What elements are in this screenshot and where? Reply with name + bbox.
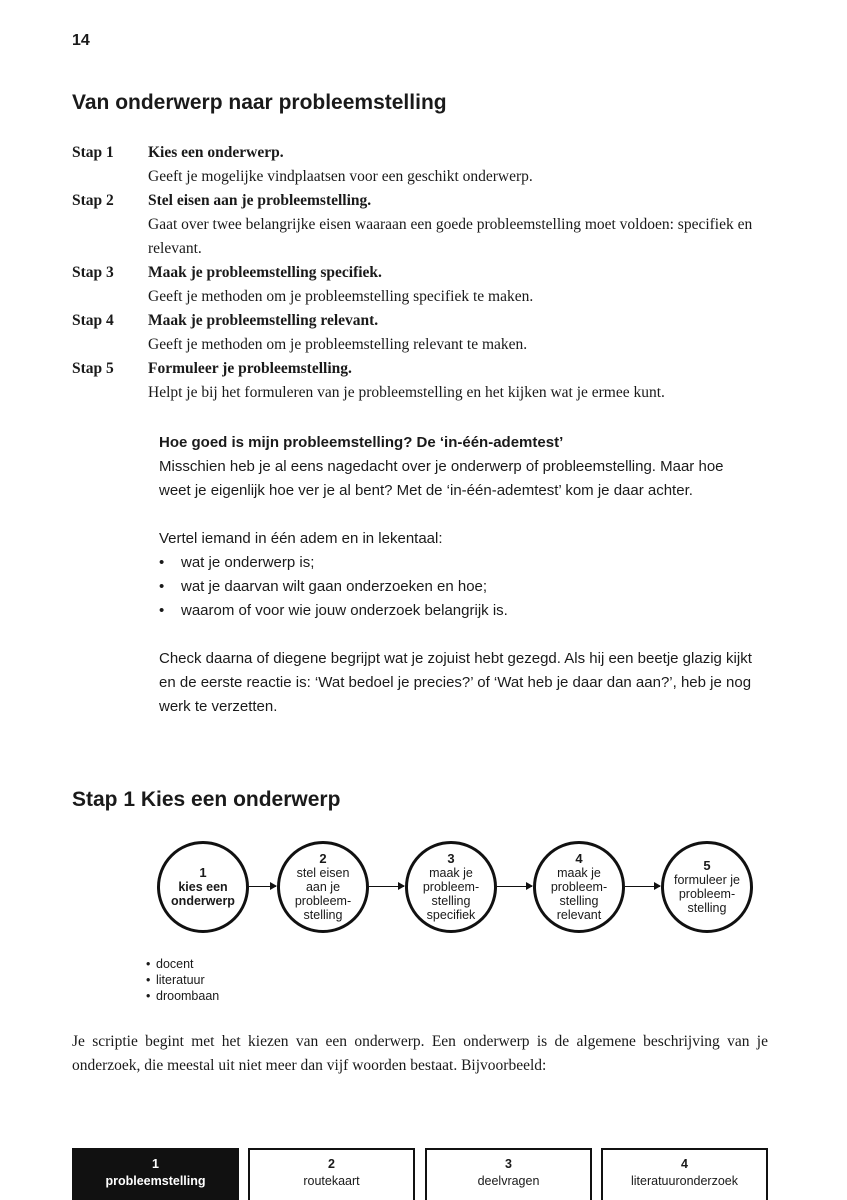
box-paragraph: Vertel iemand in één adem en in lekentaal: xyxy=(159,530,443,547)
step-description: Geeft je methoden om je probleemstelling specifiek te maken. xyxy=(148,288,534,305)
flow-step-number: 4 xyxy=(575,851,583,866)
list-item xyxy=(159,551,759,575)
tab-label: literatuuronderzoek xyxy=(630,1174,738,1188)
tab-label: deelvragen xyxy=(477,1174,540,1188)
step-label: Stap 4 xyxy=(72,312,114,329)
tab-routekaart xyxy=(248,1148,415,1200)
tab-number: 2 xyxy=(328,1157,335,1171)
flow-step-text: maak je probleem- stelling specifiek xyxy=(422,866,480,922)
bullet-icon: • xyxy=(159,602,165,619)
tab-literatuuronderzoek xyxy=(601,1148,768,1200)
step-description: Gaat over twee belangrijke eisen waaraan een goede probleemstelling moet voldoen: specifiek en relevant. xyxy=(148,216,753,257)
step-heading: Stel eisen aan je probleemstelling. xyxy=(148,192,372,209)
list-item xyxy=(146,988,219,1004)
tab-deelvragen xyxy=(425,1148,592,1200)
tab-number: 4 xyxy=(681,1157,688,1171)
ademtest-box xyxy=(159,431,759,719)
flow-step-2 xyxy=(277,841,369,933)
arrow-right-icon xyxy=(497,886,532,887)
list-item xyxy=(159,599,759,623)
page-number: 14 xyxy=(72,32,90,49)
arrow-right-icon xyxy=(369,886,404,887)
box-paragraph: Misschien heb je al eens nagedacht over je onderwerp of probleemstelling. Maar hoe weet je eigenlijk hoe ver je al bent? Met de ‘in-één-ademtest’ kom je daar achter. xyxy=(159,458,724,499)
flow-step-number: 3 xyxy=(447,851,455,866)
list-item xyxy=(146,956,219,972)
source-text: docent xyxy=(156,957,194,971)
step-row xyxy=(72,189,772,261)
step-heading: Kies een onderwerp. xyxy=(148,144,284,161)
step-row xyxy=(72,357,772,405)
flow-step-3 xyxy=(405,841,497,933)
intro-paragraph: Je scriptie begint met het kiezen van een onderwerp. Een onderwerp is de algemene beschrijving van je onderzoek, die meestal uit niet meer dan vijf woorden bestaat. Bijvoorbeeld: xyxy=(72,1033,768,1074)
tab-number: 3 xyxy=(505,1157,512,1171)
flow-step-number: 2 xyxy=(319,851,327,866)
step-row xyxy=(72,261,772,309)
flow-step-text: kies een onderwerp xyxy=(171,880,235,908)
step-heading: Maak je probleemstelling specifiek. xyxy=(148,264,382,281)
step-label: Stap 1 xyxy=(72,144,114,161)
arrow-right-icon xyxy=(249,886,276,887)
flow-step-1 xyxy=(157,841,249,933)
box-title: Hoe goed is mijn probleemstelling? De ‘in-één-ademtest’ xyxy=(159,434,564,451)
step-description: Geeft je mogelijke vindplaatsen voor een geschikt onderwerp. xyxy=(148,168,533,185)
bullet-text: wat je daarvan wilt gaan onderzoeken en hoe; xyxy=(181,578,488,595)
step-label: Stap 5 xyxy=(72,360,114,377)
step-heading: Formuleer je probleemstelling. xyxy=(148,360,352,377)
section-title: Van onderwerp naar probleemstelling xyxy=(72,91,447,114)
source-text: droombaan xyxy=(156,989,220,1003)
topic-sources-list xyxy=(146,956,219,1004)
step-description: Geeft je methoden om je probleemstelling relevant te maken. xyxy=(148,336,528,353)
step-row xyxy=(72,141,772,189)
bullet-icon: • xyxy=(159,554,165,571)
bullet-icon: • xyxy=(146,957,151,971)
bullet-icon: • xyxy=(146,973,151,987)
bullet-text: wat je onderwerp is; xyxy=(181,554,315,571)
box-bullet-list xyxy=(159,551,759,623)
bullet-icon: • xyxy=(159,578,165,595)
tab-probleemstelling xyxy=(72,1148,239,1200)
step-label: Stap 3 xyxy=(72,264,114,281)
flow-step-4 xyxy=(533,841,625,933)
flow-step-number: 1 xyxy=(199,865,207,880)
tab-label: probleemstelling xyxy=(105,1174,206,1188)
tab-label: routekaart xyxy=(303,1174,360,1188)
box-paragraph: Check daarna of diegene begrijpt wat je zojuist hebt gezegd. Als hij een beetje glazig kijkt en de eerste reactie is: ‘Wat bedoel je precies?’ of ‘Wat heb je daar dan aan?’, heb je nog werk te verzetten. xyxy=(159,650,752,715)
bullet-text: waarom of voor wie jouw onderzoek belangrijk is. xyxy=(181,602,508,619)
bullet-icon: • xyxy=(146,989,151,1003)
tab-number: 1 xyxy=(152,1157,159,1171)
step-description: Helpt je bij het formuleren van je probleemstelling en het kijken wat je ermee kunt. xyxy=(148,384,665,401)
flow-step-text: stel eisen aan je probleem- stelling xyxy=(294,866,352,922)
flow-step-text: formuleer je probleem- stelling xyxy=(674,873,740,915)
list-item xyxy=(159,575,759,599)
steps-list xyxy=(72,141,772,405)
flow-step-number: 5 xyxy=(703,858,711,873)
source-text: literatuur xyxy=(156,973,205,987)
step-row xyxy=(72,309,772,357)
step-label: Stap 2 xyxy=(72,192,114,209)
arrow-right-icon xyxy=(625,886,660,887)
section-subtitle: Stap 1 Kies een onderwerp xyxy=(72,788,341,811)
flow-step-5 xyxy=(661,841,753,933)
list-item xyxy=(146,972,219,988)
chapter-tabs xyxy=(72,1148,768,1200)
step-flow-diagram xyxy=(0,838,847,948)
flow-step-text: maak je probleem- stelling relevant xyxy=(550,866,608,922)
step-heading: Maak je probleemstelling relevant. xyxy=(148,312,379,329)
